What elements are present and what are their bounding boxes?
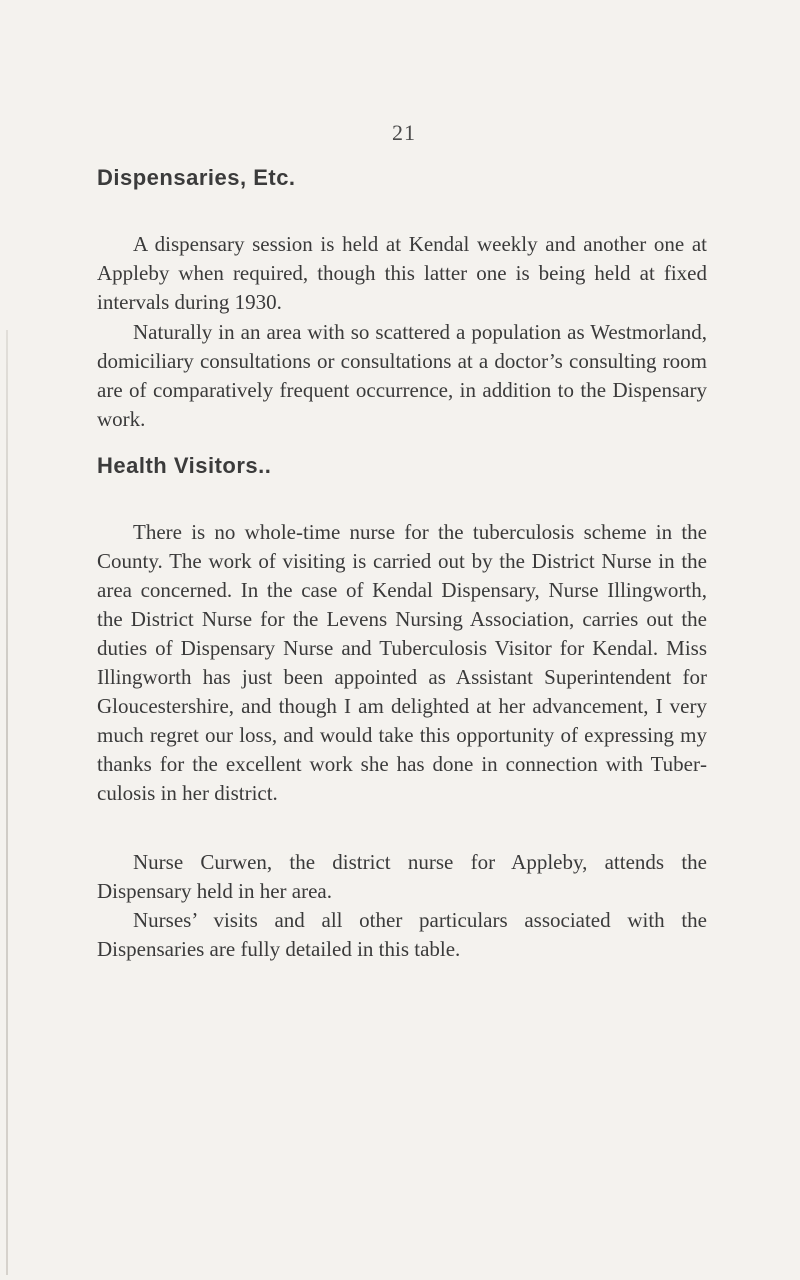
paragraph-nurse-illingworth: There is no whole-time nurse for the tuberculosis scheme in the County. The work of visiting is carried out by the District Nurse in the area concerned. In the case of Kendal Dispensary, Nurse Illingworth, the District Nurse for the Levens Nursing Association, carries out the duties of Dispensary Nurse and Tuberculosis Visitor for Kendal. Miss Illingworth has just been appointed as Assistant Superintendent for Gloucestershire, and though I am delighted at her advancement, I very much regret our loss, and would take this opportunity of expressing my thanks for the excellent work she has done in connection with Tuberculosis in her district. (97, 520, 707, 805)
paragraph-domiciliary-consultations: Naturally in an area with so scattered a population as Westmorland, domiciliary consultations or consultations at a doctor’s consulting room are of comparatively frequent occurrence, in addition to the Dispensary work. (97, 320, 707, 431)
page-number: 21 (392, 120, 416, 145)
section-heading-dispensaries: Dispensaries, Etc. (97, 165, 296, 190)
paragraph-nurses-visits: Nurses’ visits and all other particulars associated with the Dispensaries are fully detailed in this table. (97, 908, 707, 961)
section-heading-health-visitors: Health Visitors.. (97, 453, 272, 478)
scan-edge-shadow (6, 330, 8, 1275)
paragraph-nurse-curwen: Nurse Curwen, the district nurse for Appleby, attends the Dispensary held in her area. (97, 850, 707, 903)
paragraph-dispensary-sessions: A dispensary session is held at Kendal weekly and another one at Appleby when required, though this latter one is being held at fixed intervals during 1930. (97, 232, 707, 314)
